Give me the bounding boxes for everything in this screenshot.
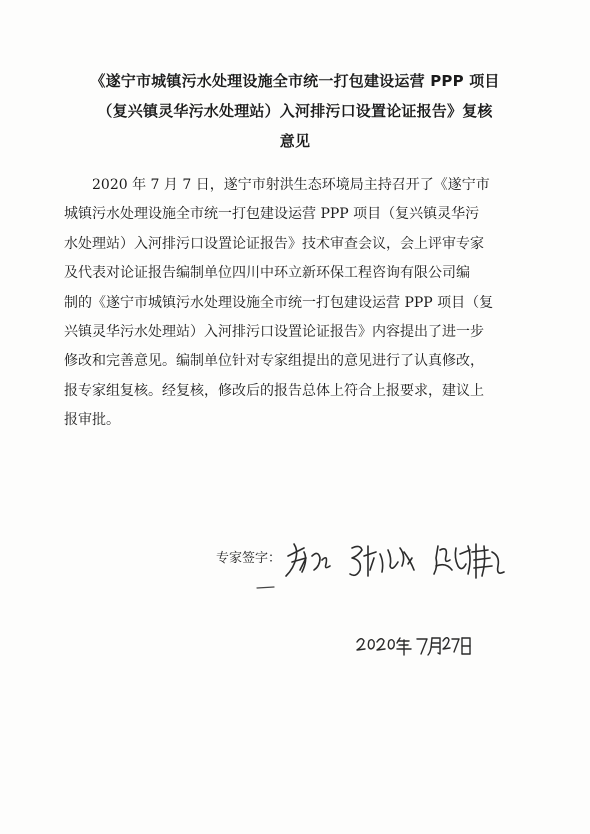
document-body	[64, 171, 524, 436]
handwritten-signature-2	[348, 536, 418, 584]
handwritten-signature-3	[432, 536, 508, 584]
title-line-1: 《遂宁市城镇污水处理设施全市统一打包建设运营 PPP 项目	[90, 72, 500, 90]
body-line: 报审批。	[64, 412, 120, 429]
document-title	[40, 66, 550, 156]
body-line: 制的《遂宁市城镇污水处理设施全市统一打包建设运营 PPP 项目（复	[64, 294, 494, 311]
handwritten-signature-1	[282, 536, 342, 584]
signature-label: 专家签字：	[216, 551, 282, 566]
body-line: 兴镇灵华污水处理站）入河排污口设置论证报告》内容提出了进一步	[64, 324, 484, 341]
body-line: 报专家组复核。经复核，修改后的报告总体上符合上报要求，建议上	[64, 382, 484, 399]
stray-pen-mark	[256, 576, 276, 595]
body-line: 及代表对论证报告编制单位四川中环立新环保工程咨询有限公司编	[64, 265, 470, 282]
title-line-2: （复兴镇灵华污水处理站）入河排污口设置论证报告》复核	[97, 102, 493, 120]
body-line: 修改和完善意见。编制单位针对专家组提出的意见进行了认真修改，	[64, 353, 484, 370]
body-line: 2020 年 7 月 7 日，遂宁市射洪生态环境局主持召开了《遂宁市	[92, 177, 490, 193]
title-line-3: 意见	[279, 132, 311, 150]
body-line: 水处理站）入河排污口设置论证报告》技术审查会议，会上评审专家	[64, 235, 484, 252]
body-line: 城镇污水处理设施全市统一打包建设运营 PPP 项目（复兴镇灵华污	[64, 206, 480, 223]
handwritten-date	[355, 630, 475, 660]
